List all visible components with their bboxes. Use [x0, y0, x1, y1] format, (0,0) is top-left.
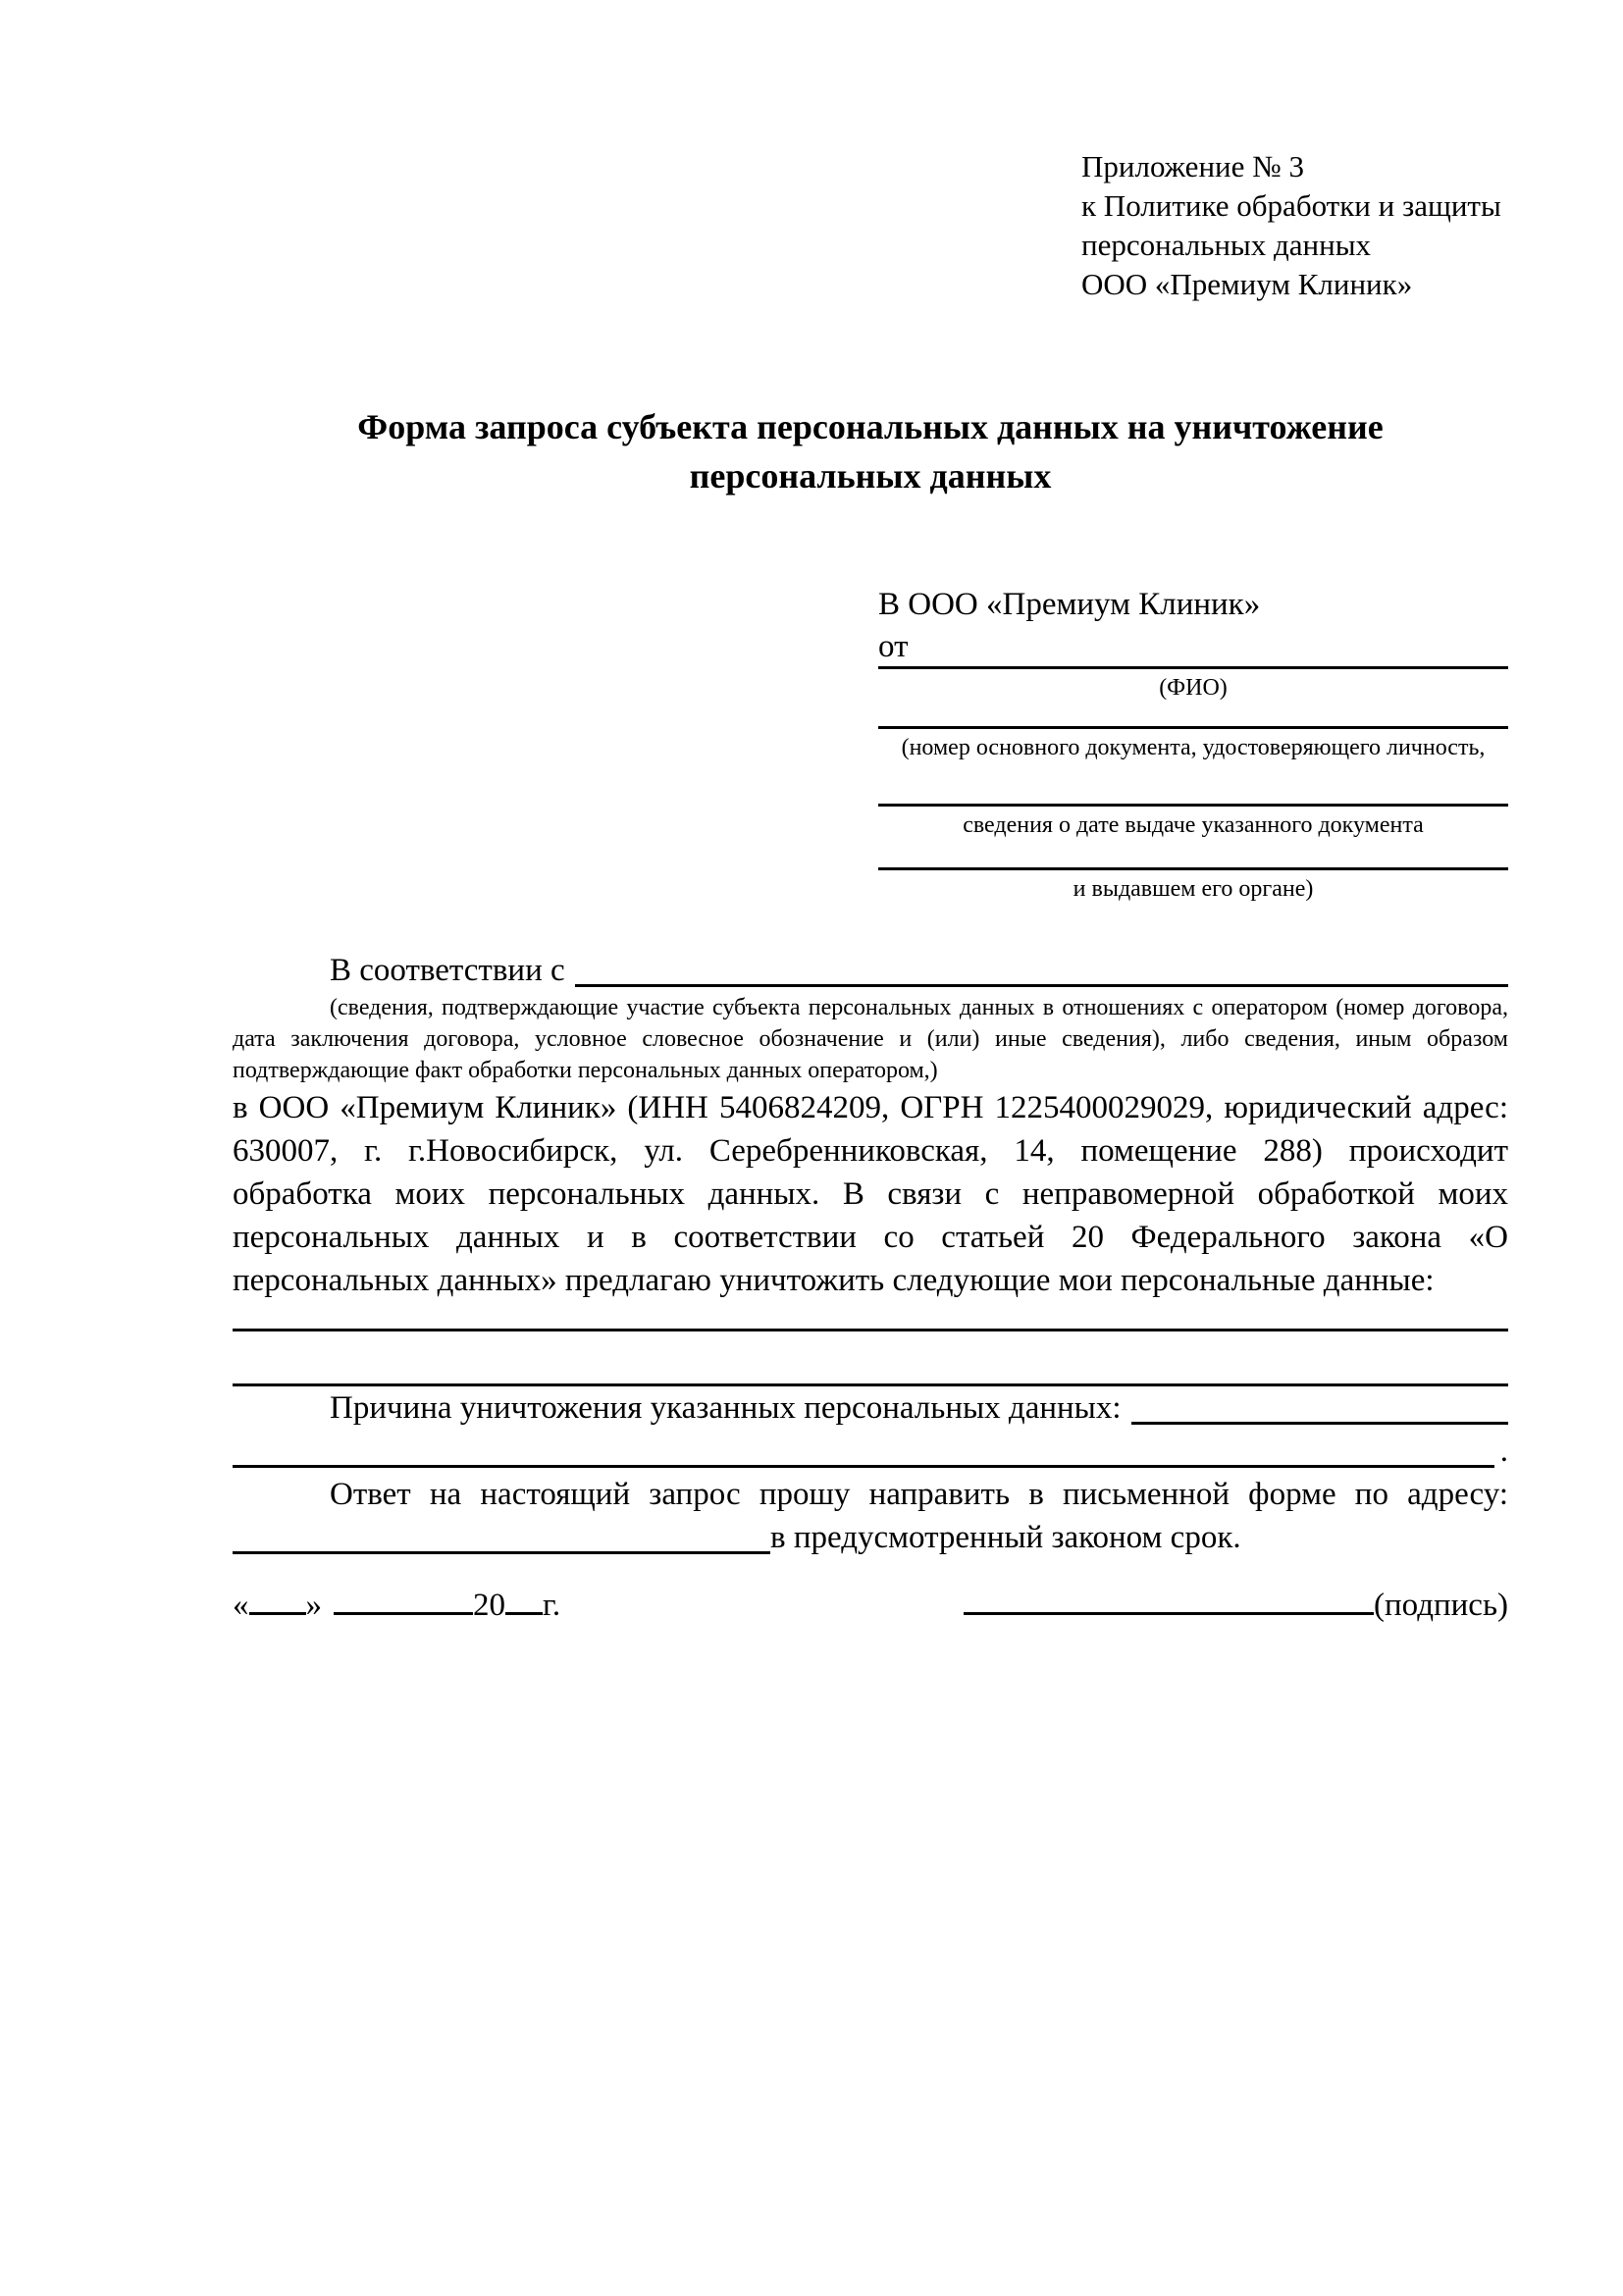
- personal-data-field-line-1: [233, 1302, 1508, 1331]
- address-field-line: [233, 1516, 770, 1554]
- signature-field: [964, 1583, 1508, 1627]
- document-title: [233, 402, 1508, 500]
- signature-line: [964, 1583, 1374, 1615]
- fio-field-line: [878, 666, 1508, 669]
- according-caption: (сведения, подтверждающие участие субъекта персональных данных в отношениях с оператором (номер договора, дата заключения договора, условное словесное обозначение и (или) иные сведения), либо сведения, иным образом подтверждающие факт обработки персональных данных оператором,): [233, 995, 1508, 1083]
- date-month-line: [334, 1583, 473, 1615]
- date-day-line: [249, 1583, 306, 1615]
- answer-paragraph: Ответ на настоящий запрос прошу направить в письменной форме по адресу:: [330, 1477, 1508, 1512]
- doc-number-caption: (номер основного документа, удостоверяющего личность,: [901, 735, 1486, 760]
- date-year-line: [505, 1583, 543, 1615]
- addressee-organization: В ООО «Премиум Клиник»: [878, 587, 1261, 622]
- appendix-line-2: к Политике обработки и защиты: [1081, 188, 1501, 223]
- answer-suffix: в предусмотренный законом срок.: [770, 1520, 1241, 1555]
- page-content: [233, 0, 1508, 1627]
- date-open-quote: «: [233, 1588, 249, 1623]
- according-row: [233, 949, 1508, 992]
- reason-field-line: [1131, 1386, 1508, 1425]
- main-paragraph: в ООО «Премиум Клиник» (ИНН 5406824209, ОГРН 1225400029029, юридический адрес: 630007, г. г.Новосибирск, ул. Серебренниковская, 14, помещение 288) происходит обработка моих персональных данных. В связи с неправомерной обработкой моих персональных данных и в соответствии со статьей 20 Федерального закона «О персональных данных» предлагаю уничтожить следующие мои персональные данные:: [233, 1090, 1508, 1298]
- appendix-line-4: ООО «Премиум Клиник»: [1081, 267, 1413, 301]
- doc-issuer-caption: и выдавшем его органе): [1073, 876, 1314, 902]
- signature-caption: (подпись): [1374, 1588, 1508, 1623]
- reason-label: Причина уничтожения указанных персональных данных:: [330, 1390, 1122, 1426]
- doc-issuer-field-line: [878, 867, 1508, 870]
- reason-continuation-row: [233, 1430, 1508, 1473]
- date-year-suffix: г.: [543, 1588, 561, 1623]
- fio-caption: (ФИО): [1159, 675, 1228, 701]
- sentence-period: .: [1499, 1434, 1508, 1469]
- signature-date-row: [233, 1583, 1508, 1627]
- address-row: [233, 1516, 1508, 1559]
- doc-number-field-line: [878, 726, 1508, 729]
- according-field-line: [575, 949, 1508, 987]
- doc-date-field-line: [878, 804, 1508, 807]
- appendix-line-3: персональных данных: [1081, 228, 1372, 262]
- document-title-line-1: Форма запроса субъекта персональных данных на уничтожение: [357, 407, 1384, 446]
- addressee-block: [878, 582, 1508, 904]
- addressee-from-label: от: [878, 629, 909, 664]
- personal-data-field-line-2: [233, 1331, 1508, 1386]
- according-label: В соответствии с: [330, 953, 565, 988]
- date-field: [233, 1583, 560, 1627]
- doc-date-caption: сведения о дате выдаче указанного документа: [963, 812, 1424, 838]
- reason-row: [233, 1386, 1508, 1430]
- date-year-prefix: 20: [473, 1588, 505, 1623]
- appendix-line-1: Приложение № 3: [1081, 149, 1304, 183]
- document-title-line-2: персональных данных: [689, 456, 1052, 496]
- appendix-block: [1081, 0, 1508, 304]
- date-close-quote: »: [305, 1588, 322, 1623]
- reason-field-line-2: [233, 1430, 1494, 1468]
